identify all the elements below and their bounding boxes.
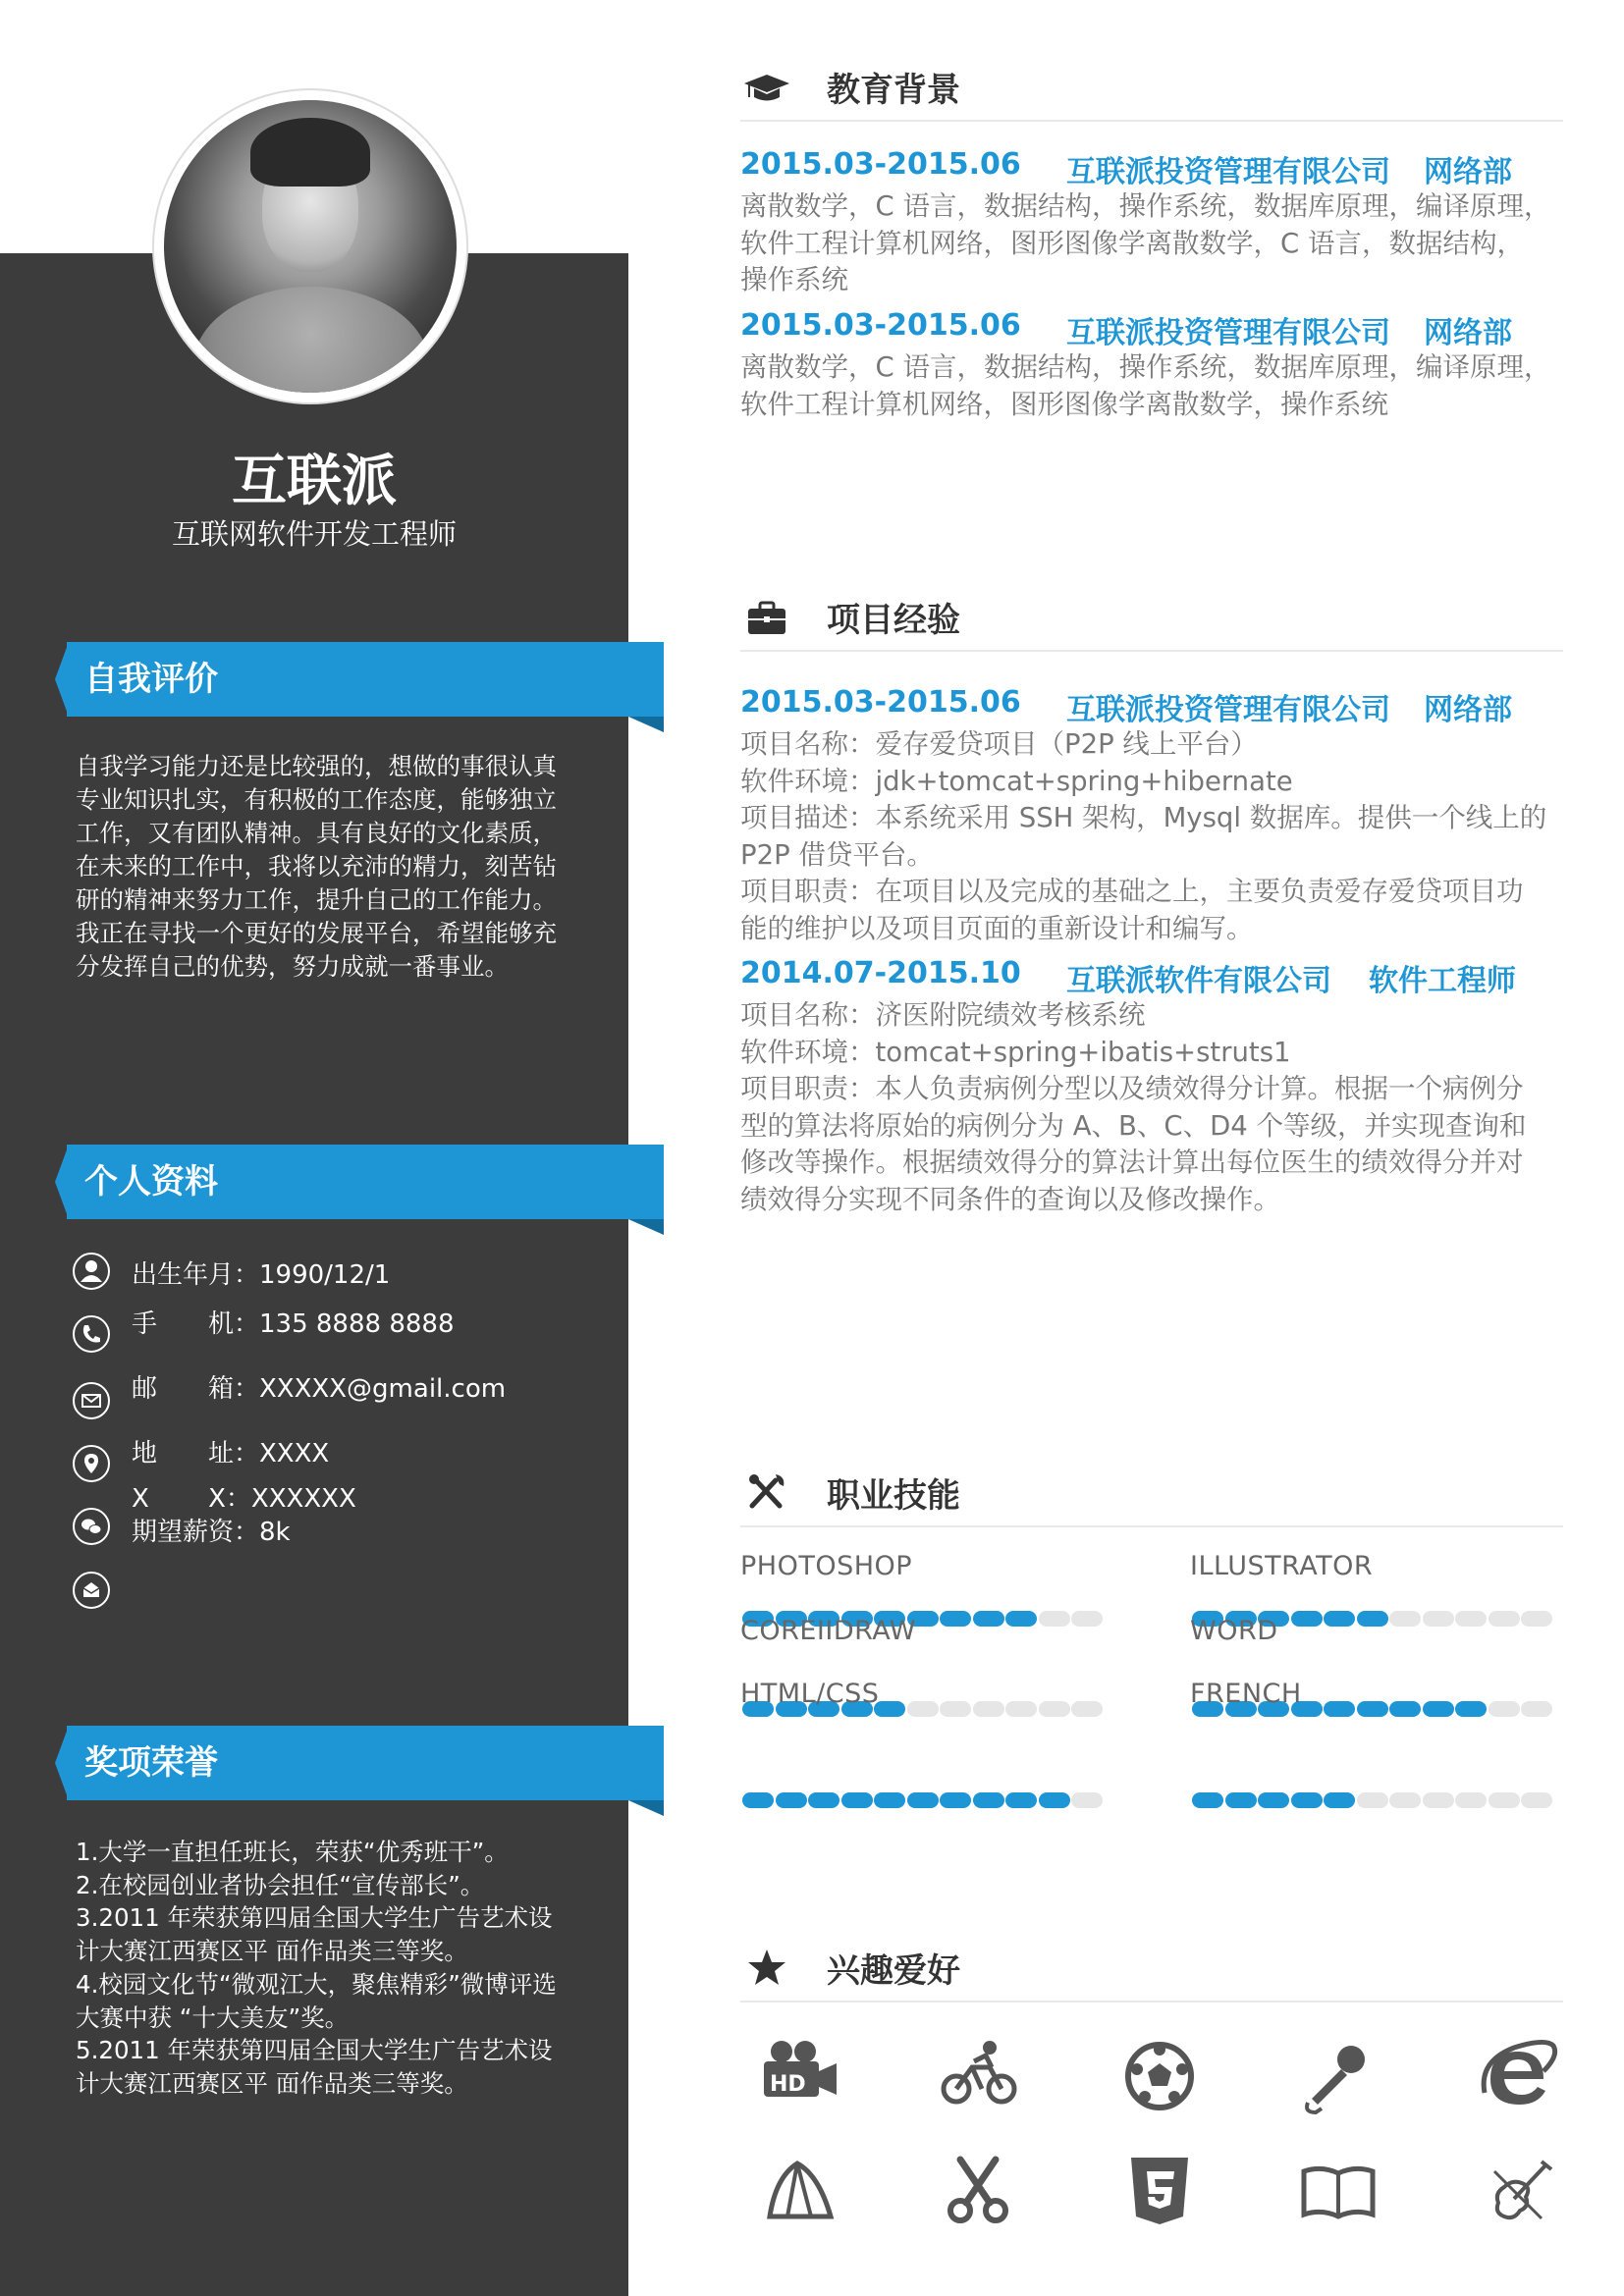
skill-dot: [1071, 1701, 1103, 1717]
internet-explorer-icon: [1475, 2032, 1563, 2120]
skill-dot: [1521, 1611, 1552, 1627]
entry-line: 修改等操作。根据绩效得分的算法计算出每位医生的绩效得分并对: [740, 1147, 1524, 1178]
skill-dot: [1357, 1792, 1388, 1808]
about-line: 分发挥自己的优势，努力成就一番事业。: [76, 952, 509, 981]
skill-dot: [1521, 1792, 1552, 1808]
about-line: 我正在寻找一个更好的发展平台，希望能够充: [76, 919, 557, 947]
tools-icon: [742, 1470, 791, 1514]
info-text: 地 址：XXXX: [132, 1439, 330, 1468]
skill-name: COREIIDRAW: [740, 1616, 916, 1646]
cycling-icon: [935, 2032, 1023, 2120]
skill-dot: [1423, 1611, 1454, 1627]
project-entry-head: [740, 956, 1565, 998]
skill-dot: [776, 1792, 807, 1808]
entry-org: 互联派软件有限公司: [1066, 964, 1331, 998]
entry-role: 软件工程师: [1369, 964, 1516, 998]
entry-line: 型的算法将原始的病例分为 A、B、C、D4 个等级，并实现查询和: [740, 1109, 1527, 1142]
skill-dot: [907, 1701, 939, 1717]
skill-dot: [1489, 1701, 1520, 1717]
education-entry-head: [740, 147, 1565, 189]
avatar: [154, 90, 466, 402]
section-title-education: 教育背景: [827, 71, 960, 110]
info-text: 期望薪资：8k: [132, 1518, 291, 1547]
section-title-personal: 个人资料: [84, 1162, 218, 1201]
entry-date: 2015.03-2015.06: [740, 308, 1021, 343]
entry-line: 软件环境：tomcat+spring+ibatis+struts1: [740, 1036, 1291, 1068]
entry-line: 软件工程计算机网络，图形图像学离散数学，操作系统: [740, 388, 1388, 420]
html5-icon: [1115, 2148, 1204, 2236]
section-ribbon-awards: [55, 1726, 664, 1800]
profile-name: 互联派: [232, 450, 397, 513]
about-line: 工作，又有团队精神。具有良好的文化素质，: [76, 819, 557, 847]
info-text: X X：XXXXXX: [132, 1484, 356, 1514]
skill-dot: [874, 1792, 905, 1808]
skill-dot: [1071, 1792, 1103, 1808]
skill-dot: [1521, 1701, 1552, 1717]
award-line: 5.2011 年荣获第四届全国大学生广告艺术设: [76, 2036, 553, 2065]
section-title-skills: 职业技能: [827, 1476, 960, 1516]
skill-dot: [742, 1792, 774, 1808]
skill-dot: [1389, 1701, 1421, 1717]
entry-line: 离散数学，C 语言，数据结构，操作系统，数据库原理，编译原理，: [740, 190, 1551, 222]
briefcase-icon: [742, 595, 791, 638]
skill-dot: [1192, 1792, 1223, 1808]
entry-line: 绩效得分实现不同条件的查询以及修改操作。: [740, 1183, 1280, 1215]
section-skills: [740, 1463, 1563, 1527]
skill-dot: [1455, 1792, 1487, 1808]
entry-line: 项目名称：爱存爱贷项目（P2P 线上平台）: [740, 728, 1258, 760]
mail-icon: [73, 1382, 110, 1419]
section-title-about: 自我评价: [84, 660, 218, 699]
violin-icon: [1475, 2148, 1563, 2236]
scissors-icon: [935, 2148, 1023, 2236]
skill-dot: [1455, 1701, 1487, 1717]
svg-text:HD: HD: [770, 2072, 806, 2097]
skill-dot: [1291, 1792, 1323, 1808]
entry-date: 2014.07-2015.10: [740, 956, 1021, 990]
skill-dot: [907, 1792, 939, 1808]
skill-dot: [808, 1792, 839, 1808]
skill-dot: [1324, 1792, 1355, 1808]
award-line: 计大赛江西赛区平 面作品类三等奖。: [76, 2068, 468, 2098]
skill-dot: [1423, 1792, 1454, 1808]
skill-dot: [1039, 1701, 1070, 1717]
skill-dot: [1324, 1701, 1355, 1717]
award-line: 2.在校园创业者协会担任“宣传部长”。: [76, 1870, 485, 1899]
skill-name: ILLUSTRATOR: [1190, 1551, 1374, 1581]
education-entry-body: [740, 349, 1585, 423]
entry-org: 互联派投资管理有限公司: [1066, 693, 1390, 727]
person-icon: [73, 1253, 110, 1290]
profile-title: 互联网软件开发工程师: [171, 517, 457, 551]
graduation-cap-icon: [742, 65, 791, 108]
skill-dot: [1489, 1611, 1520, 1627]
award-line: 3.2011 年荣获第四届全国大学生广告艺术设: [76, 1903, 553, 1933]
awards-list: [76, 1836, 606, 2101]
skill-dot: [940, 1611, 971, 1627]
soccer-icon: [1115, 2032, 1204, 2120]
microphone-icon: [1294, 2032, 1382, 2120]
book-icon: [1294, 2148, 1382, 2236]
location-icon: [73, 1445, 110, 1482]
entry-line: 软件环境：jdk+tomcat+spring+hibernate: [740, 765, 1293, 797]
award-line: 4.校园文化节“微观江大，聚焦精彩”微博评选: [76, 1969, 557, 1999]
skill-dot: [1039, 1611, 1070, 1627]
envelope-open-icon: [73, 1572, 110, 1609]
skill-dot: [940, 1701, 971, 1717]
about-line: 在未来的工作中，我将以充沛的精力，刻苦钻: [76, 852, 557, 881]
section-title-hobbies: 兴趣爱好: [827, 1951, 960, 1991]
star-icon: [742, 1946, 791, 1989]
skill-dot: [1225, 1792, 1257, 1808]
skill-dot: [1389, 1792, 1421, 1808]
tent-icon: [756, 2148, 844, 2236]
skill-dot: [1423, 1701, 1454, 1717]
skill-dot: [1005, 1611, 1037, 1627]
section-ribbon-about: [55, 642, 664, 717]
skill-dot: [1291, 1611, 1323, 1627]
award-line: 大赛中获 “十大美友”奖。: [76, 2002, 350, 2032]
entry-line: 能的维护以及项目页面的重新设计和编写。: [740, 912, 1254, 944]
skill-dot: [973, 1611, 1004, 1627]
entry-org: 互联派投资管理有限公司: [1066, 316, 1390, 350]
skill-dot: [1039, 1792, 1070, 1808]
project-entry-body: [740, 726, 1585, 947]
skill-dot: [1005, 1792, 1037, 1808]
skill-dot: [1071, 1611, 1103, 1627]
about-line: 自我学习能力还是比较强的，想做的事很认真: [76, 752, 557, 780]
skill-dot: [1489, 1792, 1520, 1808]
info-text: 手 机：135 8888 8888: [132, 1309, 455, 1339]
education-entry-head: [740, 308, 1565, 350]
section-title-awards: 奖项荣誉: [84, 1743, 218, 1783]
about-line: 专业知识扎实，有积极的工作态度，能够独立: [76, 785, 557, 814]
entry-role: 网络部: [1424, 693, 1512, 727]
entry-line: 项目职责：本人负责病例分型以及绩效得分计算。根据一个病例分: [740, 1073, 1524, 1104]
award-line: 1.大学一直担任班长，荣获“优秀班干”。: [76, 1838, 509, 1866]
info-text: 出生年月：1990/12/1: [132, 1260, 391, 1290]
wechat-icon: [73, 1508, 110, 1545]
entry-line: 项目名称：济医附院绩效考核系统: [740, 999, 1146, 1031]
avatar-photo: [164, 100, 457, 393]
entry-date: 2015.03-2015.06: [740, 685, 1021, 720]
skill-dot: [1389, 1611, 1421, 1627]
skill-name: PHOTOSHOP: [740, 1551, 913, 1581]
entry-org: 互联派投资管理有限公司: [1066, 155, 1390, 189]
section-projects: [740, 587, 1563, 652]
section-title-projects: 项目经验: [827, 601, 960, 640]
skill-dot: [973, 1701, 1004, 1717]
skill-name: WORD: [1190, 1616, 1278, 1646]
entry-line: 项目职责：在项目以及完成的基础之上，主要负责爱存爱贷项目功: [740, 876, 1524, 907]
section-hobbies: [740, 1938, 1563, 2002]
entry-role: 网络部: [1424, 316, 1512, 350]
entry-line: 离散数学，C 语言，数据结构，操作系统，数据库原理，编译原理，: [740, 351, 1551, 383]
skill-name: HTML/CSS: [740, 1679, 880, 1709]
skill-dot: [973, 1792, 1004, 1808]
entry-line: 项目描述：本系统采用 SSH 架构，Mysql 数据库。提供一个线上的: [740, 802, 1547, 833]
entry-role: 网络部: [1424, 155, 1512, 189]
skill-dot: [1005, 1701, 1037, 1717]
about-line: 研的精神来努力工作，提升自己的工作能力。: [76, 885, 557, 914]
phone-icon: [73, 1315, 110, 1353]
section-education: [740, 57, 1563, 122]
skill-dot: [1258, 1792, 1289, 1808]
about-text: [76, 750, 586, 984]
info-text: 邮 箱：XXXXX@gmail.com: [132, 1374, 507, 1404]
skill-dot: [1455, 1611, 1487, 1627]
education-entry-body: [740, 188, 1585, 299]
project-entry-head: [740, 685, 1565, 727]
skill-dot: [1357, 1611, 1388, 1627]
entry-line: 操作系统: [740, 264, 848, 295]
skill-dot: [1324, 1611, 1355, 1627]
skill-name: FRENCH: [1190, 1679, 1302, 1709]
entry-line: P2P 借贷平台。: [740, 838, 934, 871]
project-entry-body: [740, 997, 1585, 1218]
entry-date: 2015.03-2015.06: [740, 147, 1021, 182]
skill-dot: [940, 1792, 971, 1808]
skill-dot: [841, 1792, 873, 1808]
section-ribbon-personal: [55, 1145, 664, 1219]
entry-line: 软件工程计算机网络，图形图像学离散数学，C 语言，数据结构，: [740, 227, 1524, 259]
award-line: 计大赛江西赛区平 面作品类三等奖。: [76, 1937, 468, 1966]
skill-dot: [1357, 1701, 1388, 1717]
video-camera-icon: [756, 2032, 844, 2120]
